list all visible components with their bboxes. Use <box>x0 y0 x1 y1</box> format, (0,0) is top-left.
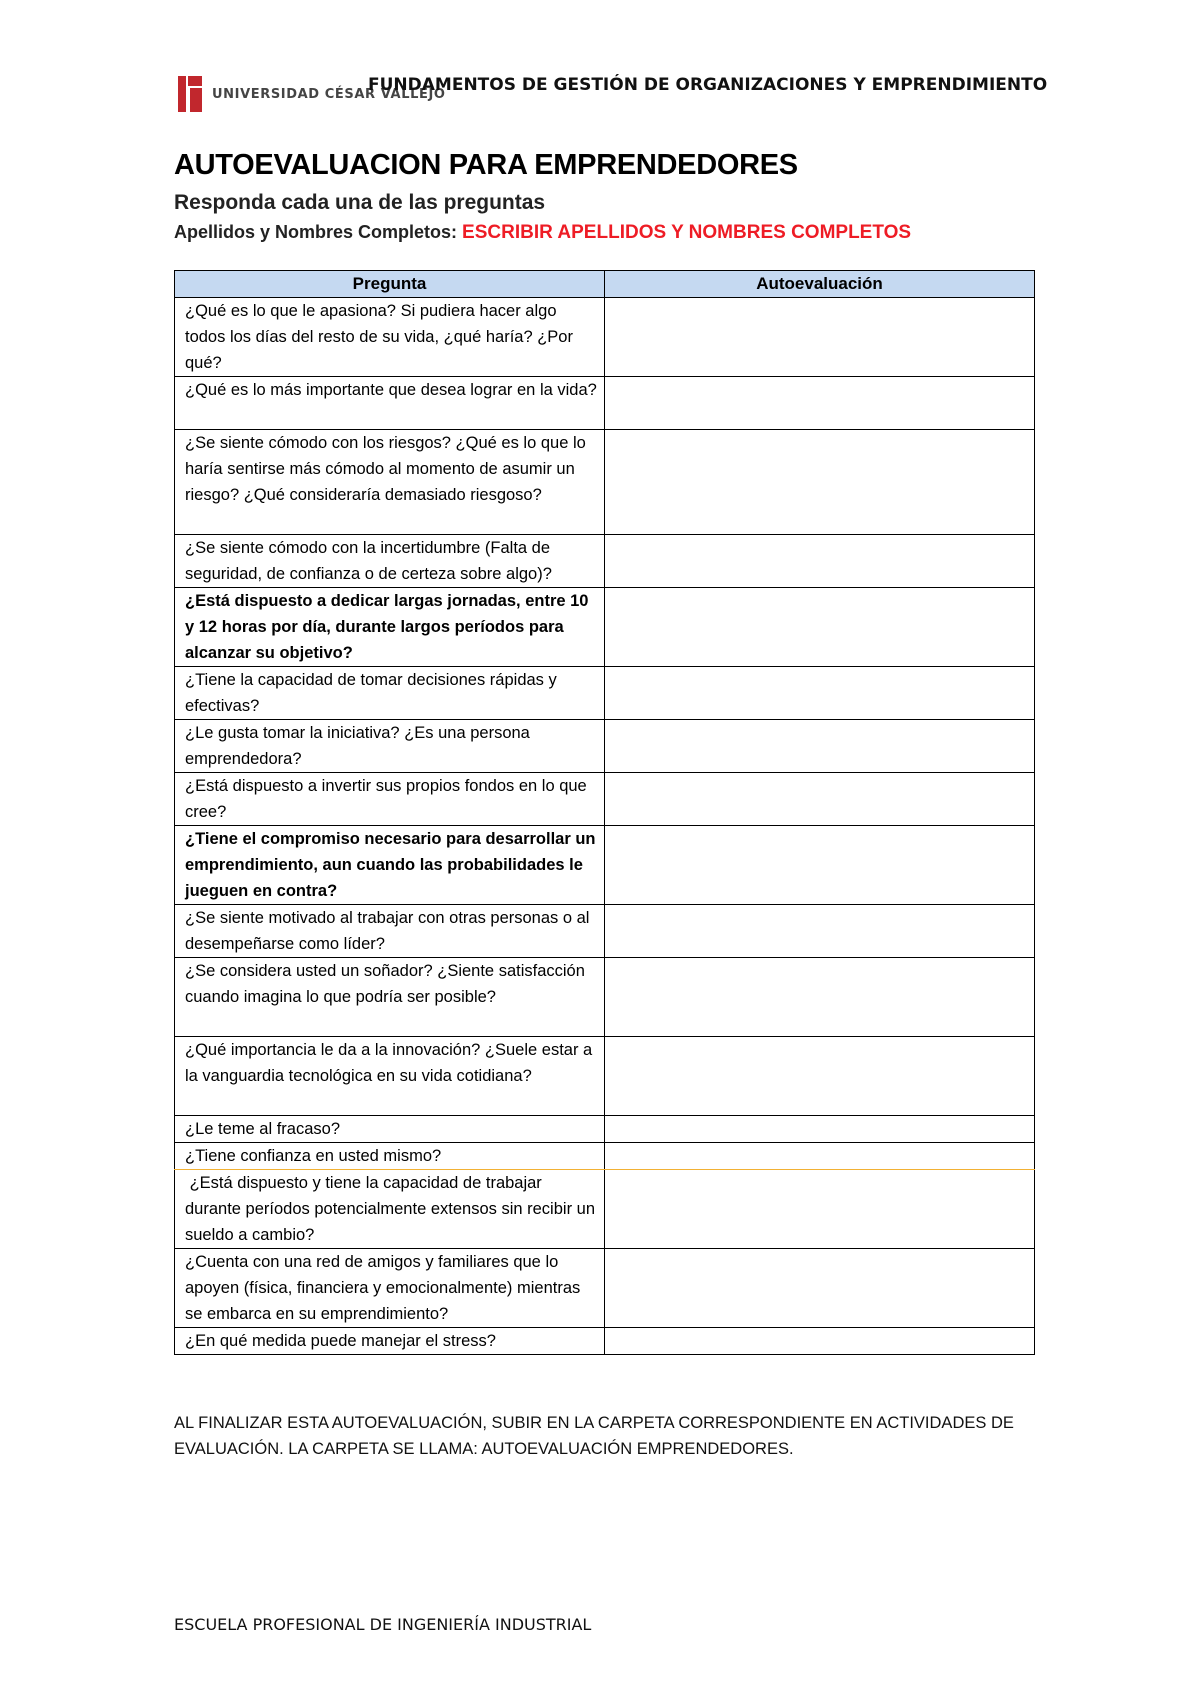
table-row <box>175 298 1035 377</box>
name-placeholder[interactable]: ESCRIBIR APELLIDOS Y NOMBRES COMPLETOS <box>462 222 912 243</box>
table-row <box>175 1249 1035 1328</box>
logo-text: UNIVERSIDAD CÉSAR VALLEJO <box>212 86 446 102</box>
answer-cell[interactable] <box>605 588 1035 667</box>
question-cell: ¿Le gusta tomar la iniciativa? ¿Es una persona emprendedora? <box>175 720 605 773</box>
table-row <box>175 1037 1035 1116</box>
question-cell: ¿Está dispuesto a dedicar largas jornadas, entre 10 y 12 horas por día, durante largos períodos para alcanzar su objetivo? <box>175 588 605 667</box>
table-row <box>175 958 1035 1037</box>
answer-cell[interactable] <box>605 1170 1035 1249</box>
document-subtitle: Responda cada una de las preguntas <box>174 191 546 214</box>
question-cell: ¿Se considera usted un soñador? ¿Siente satisfacción cuando imagina lo que podría ser posible? <box>175 958 605 1037</box>
question-cell: ¿Está dispuesto y tiene la capacidad de trabajar durante períodos potencialmente extensos sin recibir un sueldo a cambio? <box>175 1170 605 1249</box>
answer-cell[interactable] <box>605 1143 1035 1170</box>
table-row <box>175 667 1035 720</box>
question-cell: ¿Le teme al fracaso? <box>175 1116 605 1143</box>
answer-cell[interactable] <box>605 905 1035 958</box>
table-row <box>175 1328 1035 1355</box>
answer-cell[interactable] <box>605 1037 1035 1116</box>
course-title: FUNDAMENTOS DE GESTIÓN DE ORGANIZACIONES Y EMPRENDIMIENTO <box>368 75 1048 95</box>
table-row <box>175 1143 1035 1170</box>
column-header-evaluation: Autoevaluación <box>605 271 1035 298</box>
table-row <box>175 377 1035 430</box>
answer-cell[interactable] <box>605 667 1035 720</box>
answer-cell[interactable] <box>605 1328 1035 1355</box>
table-row <box>175 1116 1035 1143</box>
table-row <box>175 430 1035 535</box>
question-cell: ¿Está dispuesto a invertir sus propios fondos en lo que cree? <box>175 773 605 826</box>
submission-instructions: AL FINALIZAR ESTA AUTOEVALUACIÓN, SUBIR EN LA CARPETA CORRESPONDIENTE EN ACTIVIDADES DE EVALUACIÓN. LA CARPETA SE LLAMA: AUTOEVALUACIÓN EMPRENDEDORES. <box>174 1414 1014 1458</box>
question-cell: ¿Qué es lo más importante que desea lograr en la vida? <box>175 377 605 430</box>
answer-cell[interactable] <box>605 720 1035 773</box>
answer-cell[interactable] <box>605 1116 1035 1143</box>
document-title: AUTOEVALUACION PARA EMPRENDEDORES <box>174 149 798 181</box>
question-cell: ¿En qué medida puede manejar el stress? <box>175 1328 605 1355</box>
question-cell: ¿Se siente motivado al trabajar con otras personas o al desempeñarse como líder? <box>175 905 605 958</box>
self-evaluation-table <box>174 270 1035 1355</box>
name-line <box>174 222 911 244</box>
table-row <box>175 826 1035 905</box>
question-cell: ¿Qué importancia le da a la innovación? ¿Suele estar a la vanguardia tecnológica en su vida cotidiana? <box>175 1037 605 1116</box>
table-row <box>175 720 1035 773</box>
answer-cell[interactable] <box>605 377 1035 430</box>
table-row <box>175 588 1035 667</box>
question-cell: ¿Qué es lo que le apasiona? Si pudiera hacer algo todos los días del resto de su vida, ¿qué haría? ¿Por qué? <box>175 298 605 377</box>
answer-cell[interactable] <box>605 1249 1035 1328</box>
table-row <box>175 1170 1035 1249</box>
table-row <box>175 773 1035 826</box>
answer-cell[interactable] <box>605 298 1035 377</box>
name-label: Apellidos y Nombres Completos: <box>174 222 463 242</box>
question-cell: ¿Tiene la capacidad de tomar decisiones rápidas y efectivas? <box>175 667 605 720</box>
table-header-row <box>175 271 1035 298</box>
column-header-question: Pregunta <box>175 271 605 298</box>
question-cell: ¿Cuenta con una red de amigos y familiares que lo apoyen (física, financiera y emocionalmente) mientras se embarca en su emprendimiento? <box>175 1249 605 1328</box>
question-cell: ¿Tiene confianza en usted mismo? <box>175 1143 605 1170</box>
answer-cell[interactable] <box>605 535 1035 588</box>
answer-cell[interactable] <box>605 958 1035 1037</box>
ucv-logo-icon <box>178 76 202 112</box>
answer-cell[interactable] <box>605 430 1035 535</box>
answer-cell[interactable] <box>605 826 1035 905</box>
answer-cell[interactable] <box>605 773 1035 826</box>
question-cell: ¿Se siente cómodo con la incertidumbre (Falta de seguridad, de confianza o de certeza sobre algo)? <box>175 535 605 588</box>
question-cell: ¿Tiene el compromiso necesario para desarrollar un emprendimiento, aun cuando las probabilidades le jueguen en contra? <box>175 826 605 905</box>
question-cell: ¿Se siente cómodo con los riesgos? ¿Qué es lo que lo haría sentirse más cómodo al momento de asumir un riesgo? ¿Qué consideraría demasiado riesgoso? <box>175 430 605 535</box>
table-row <box>175 535 1035 588</box>
school-footer: ESCUELA PROFESIONAL DE INGENIERÍA INDUSTRIAL <box>174 1615 592 1634</box>
table-row <box>175 905 1035 958</box>
